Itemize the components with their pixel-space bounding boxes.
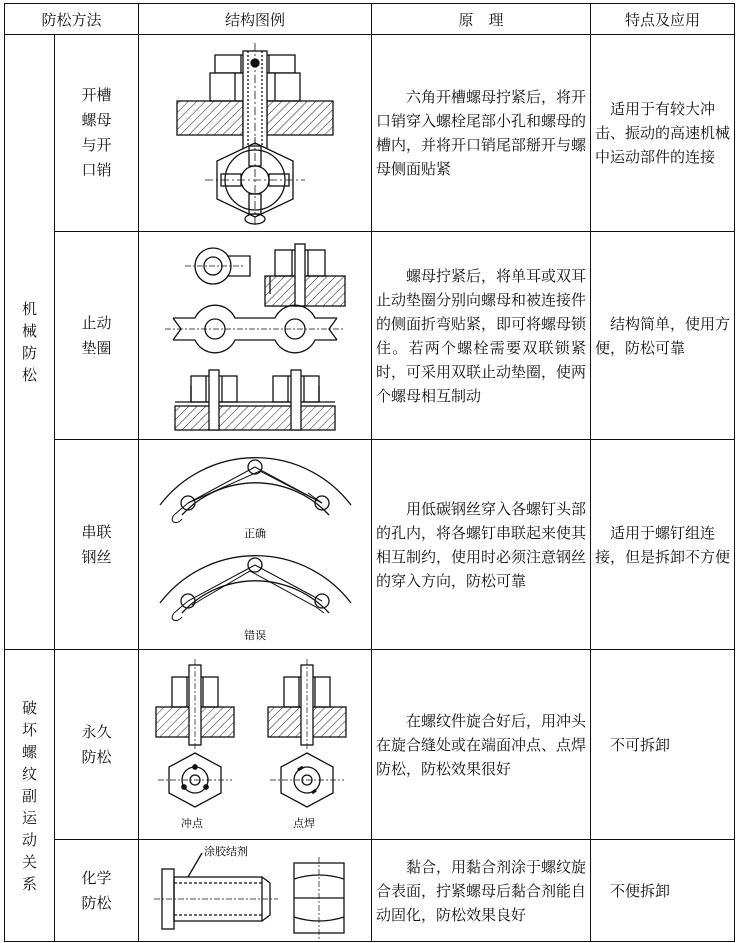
features-permanent: 不可拆卸 <box>591 650 735 840</box>
features-chemical: 不便拆卸 <box>591 840 735 942</box>
features-slotted-nut: 适用于有较大冲击、振动的高速机械中运动部件的连接 <box>591 35 735 232</box>
figure-lock-washer <box>139 232 372 440</box>
method-serial-wire: 串联钢丝 <box>55 440 139 650</box>
method-lock-washer: 止动垫圈 <box>55 232 139 440</box>
header-method: 防松方法 <box>5 4 139 35</box>
category-mechanical: 机械防松 <box>5 35 55 650</box>
method-permanent: 永久防松 <box>55 650 139 840</box>
principle-serial-wire: 用低碳钢丝穿入各螺钉头部的孔内，将各螺钉串联起来使其相互制约，使用时必须注意钢丝的穿入方向，防松可靠 <box>372 440 591 650</box>
label-punch: 冲点 <box>180 816 203 830</box>
table-row <box>5 840 735 942</box>
method-chemical: 化学防松 <box>55 840 139 942</box>
principle-permanent: 在螺纹件旋合好后，用冲头在旋合缝处或在端面冲点、点焊防松，防松效果很好 <box>372 650 591 840</box>
principle-slotted-nut: 六角开槽螺母拧紧后，将开口销穿入螺栓尾部小孔和螺母的槽内，并将开口销尾部掰开与螺母侧面贴紧 <box>372 35 591 232</box>
header-figure: 结构图例 <box>139 4 372 35</box>
category-thread-break: 破坏螺纹副运动关系 <box>5 650 55 942</box>
table-row <box>5 440 735 650</box>
label-adhesive: 涂胶结剂 <box>203 844 248 858</box>
figure-slotted-nut <box>139 35 372 232</box>
label-correct: 正确 <box>243 526 266 540</box>
principle-lock-washer: 螺母拧紧后，将单耳或双耳止动垫圈分别向螺母和被连接件的侧面折弯贴紧，即可将螺母锁住。若两个螺栓需要双联锁紧时，可采用双联止动垫圈，使两个螺母相互制动 <box>372 232 591 440</box>
figure-chemical <box>139 840 372 942</box>
header-features: 特点及应用 <box>591 4 735 35</box>
method-slotted-nut: 开槽螺母与开口销 <box>55 35 139 232</box>
label-weld: 点焊 <box>292 816 315 830</box>
header-row <box>5 4 735 35</box>
header-principle: 原 理 <box>372 4 591 35</box>
principle-chemical: 黏合，用黏合剂涂于螺纹旋合表面，拧紧螺母后黏合剂能自动固化，防松效果良好 <box>372 840 591 942</box>
table-row <box>5 232 735 440</box>
label-wrong: 错误 <box>243 628 266 642</box>
figure-serial-wire <box>139 440 372 650</box>
figure-permanent <box>139 650 372 840</box>
anti-loosening-table <box>4 3 735 942</box>
table-row <box>5 35 735 232</box>
table-row <box>5 650 735 840</box>
features-lock-washer: 结构简单，使用方便，防松可靠 <box>591 232 735 440</box>
features-serial-wire: 适用于螺钉组连接，但是拆卸不方便 <box>591 440 735 650</box>
